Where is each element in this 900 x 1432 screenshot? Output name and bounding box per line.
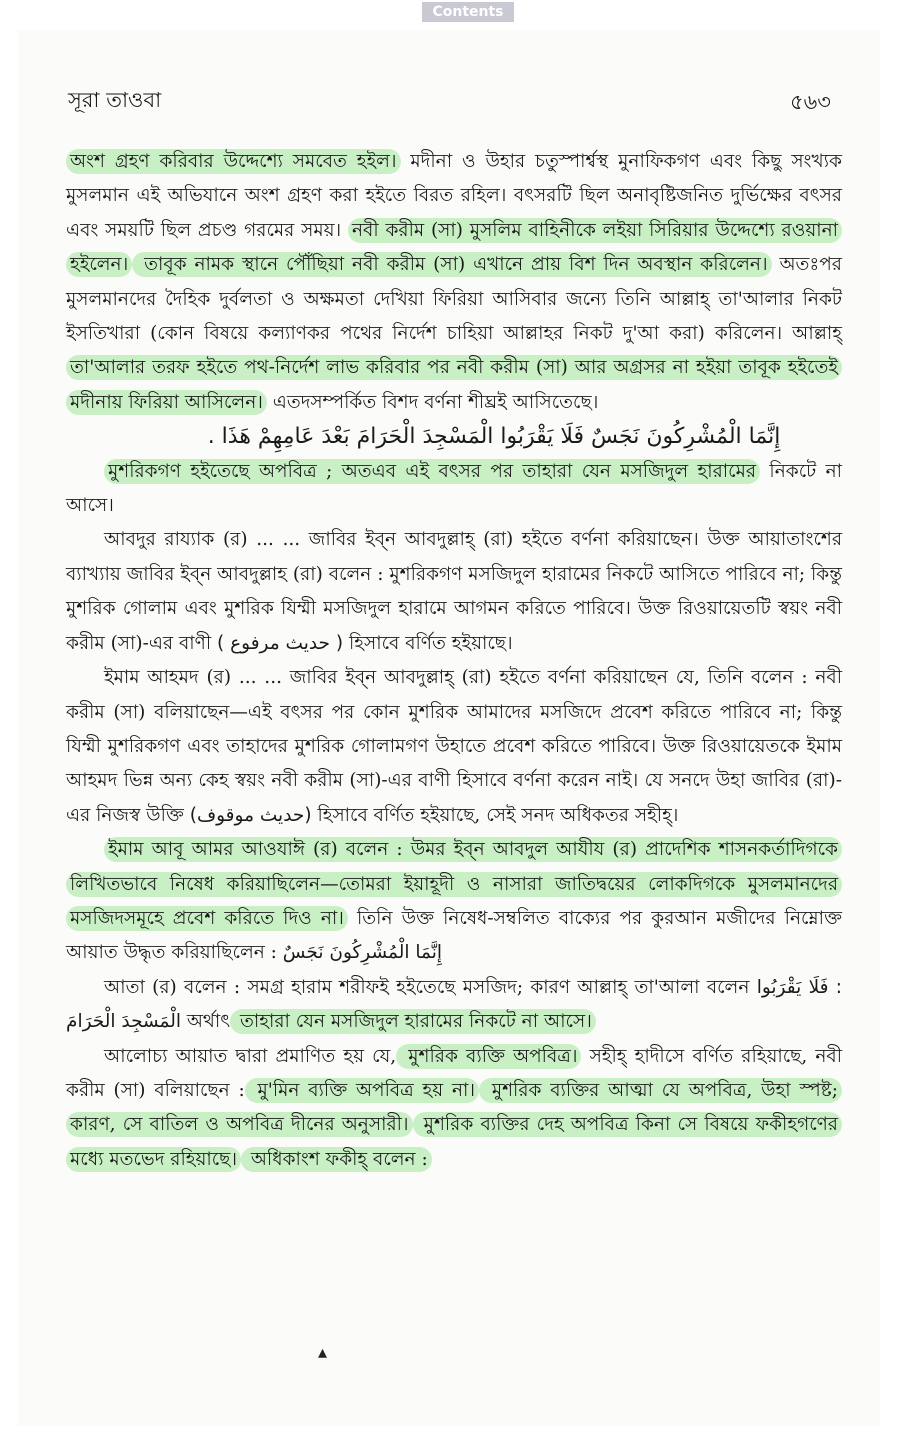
highlight[interactable]: তাহারা যেন মসজিদুল হারামের নিকটে না আসে। bbox=[230, 1009, 596, 1034]
text-run: হিসাবে বর্ণিত হইয়াছে। bbox=[349, 632, 513, 654]
text-run: আবদুর রায্যাক (র) ... ... জাবির ইব্ন আবদুল্লাহ্ (রা) হইতে বর্ণনা করিয়াছেন। উক্ত আয়াতাংশের ব্যাখ্যায় জাবির ইব্ন আবদুল্লাহ (রা) বলেন : মুশরিকগণ মসজিদুল হারামের নিকটে আসিতে পারিবে না; কিন্তু মুশরিক গোলাম এবং মুশরিক যিম্মী মসজিদুল হারামে আগমন করিতে পারিবে। উক্ত রিওয়ায়েতটি স্বয়ং নবী করীম (সা)-এর বাণী bbox=[66, 529, 842, 654]
paragraph-2 bbox=[66, 455, 842, 524]
paragraph-3 bbox=[66, 523, 842, 661]
text-run: সহীহ্ হাদীসে বর্ণিত রহিয়াছে, নবী করীম (সা) বলিয়াছেন : bbox=[66, 1045, 842, 1101]
highlight[interactable]: অংশ গ্রহণ করিবার উদ্দেশ্যে সমবেত হইল। bbox=[66, 149, 401, 174]
arabic-term: إِنَّمَا الْمُشْرِكُونَ نَجَسٌ bbox=[282, 942, 442, 964]
ink-mark-icon: ▴ bbox=[318, 1342, 328, 1363]
arabic-term: ( حديث مرفوع ) bbox=[217, 632, 344, 654]
highlight[interactable]: অধিকাংশ ফকীহ্ বলেন : bbox=[241, 1147, 432, 1172]
text-run: মদীনা ও উহার চতুস্পার্শ্বস্থ মুনাফিকগণ এবং কিছু সংখ্যক মুসলমান এই অভিযানে অংশ গ্রহণ করা হইতে বিরত রহিল। বৎসরটি ছিল অনাবৃষ্টিজনিত দুর্ভিক্ষের বৎসর এবং সময়টি ছিল প্রচণ্ড গরমের সময়। bbox=[66, 151, 842, 241]
text-run: নিকটে না আসে। bbox=[66, 460, 842, 517]
text-run: তিনি উক্ত নিষেধ-সম্বলিত বাক্যের পর কুরআন মজীদের নিম্নোক্ত আয়াত উদ্ধৃত করিয়াছিলেন : bbox=[66, 907, 842, 964]
highlight[interactable]: মু'মিন ব্যক্তি অপবিত্র হয় না। bbox=[245, 1078, 479, 1103]
page-number: ৫৬৩ bbox=[790, 90, 831, 114]
text-run: হিসাবে বর্ণিত হইয়াছে, সেই সনদ অধিকতর সহীহ্। bbox=[311, 804, 679, 826]
highlight[interactable]: মুশরিক ব্যক্তির আত্মা যে অপবিত্র, উহা স্পষ্ট; কারণ, সে বাতিল ও অপবিত্র দীনের অনুসারী। bbox=[66, 1078, 842, 1137]
chapter-title: সূরা তাওবা bbox=[68, 88, 162, 112]
paragraph-1 bbox=[66, 145, 842, 420]
arabic-term: : فَلَا يَقْرَبُوا الْمَسْجِدَ الْحَرَامَ bbox=[66, 976, 842, 1033]
text-run: অতঃপর মুসলমানদের দৈহিক দুর্বলতা ও অক্ষমতা দেখিয়া ফিরিয়া আসিবার জন্যে তিনি আল্লাহ্ তা'আলার নিকট ইসতিখারা (কোন বিষয়ে কল্যাণকর পথের নির্দেশ চাহিয়া আল্লাহর নিকট দু'আ করা) করিলেন। আল্লাহ্ bbox=[66, 254, 842, 345]
paragraph-5 bbox=[66, 833, 842, 971]
highlight[interactable]: নবী করীম (সা) মুসলিম বাহিনীকে লইয়া সিরিয়ার উদ্দেশ্যে রওয়ানা হইলেন। bbox=[66, 218, 842, 277]
highlight[interactable]: মুশরিক ব্যক্তির দেহ অপবিত্র কিনা সে বিষয়ে ফকীহগণের মধ্যে মতভেদ রহিয়াছে। bbox=[66, 1112, 842, 1171]
highlight[interactable]: ইমাম আবূ আমর আওযাঈ (র) বলেন : উমর ইব্ন আবদুল আযীয (র) প্রাদেশিক শাসনকর্তাদিগকে লিখিতভাবে নিষেধ করিয়াছিলেন—তোমরা ইয়াহূদী ও নাসারা জাতিদ্বয়ের লোকদিগকে মুসলমানদের মসজিদসমূহে প্রবেশ করিতে দিও না। bbox=[66, 837, 842, 931]
highlight[interactable]: তা'আলার তরফ হইতে পথ-নির্দেশ লাভ করিবার পর নবী করীম (সা) আর অগ্রসর না হইয়া তাবূক হইতেই মদীনায় ফিরিয়া আসিলেন। bbox=[66, 355, 842, 414]
contents-button[interactable]: Contents bbox=[422, 2, 514, 22]
highlight[interactable]: মুশরিকগণ হইতেছে অপবিত্র ; অতএব এই বৎসর পর তাহারা যেন মসজিদুল হারামের bbox=[104, 459, 760, 484]
arabic-term: (حديث موقوف) bbox=[189, 804, 312, 826]
paragraph-6 bbox=[66, 971, 842, 1040]
text-run: আতা (র) বলেন : সমগ্র হারাম শরীফই হইতেছে মসজিদ; কারণ আল্লাহ্ তা'আলা বলেন bbox=[104, 976, 750, 998]
text-run: ইমাম আহমদ (র) ... ... জাবির ইব্ন আবদুল্লাহ্ (রা) হইতে বর্ণনা করিয়াছেন যে, তিনি বলেন : নবী করীম (সা) বলিয়াছেন—এই বৎসর পর কোন মুশরিক আমাদের মসজিদে প্রবেশ করিতে পারিবে না; কিন্তু যিম্মী মুশরিকগণ এবং তাহাদের মুশরিক গোলামগণ উহাতে প্রবেশ করিতে পারিবে। উক্ত রিওয়ায়েতকে ইমাম আহমদ ভিন্ন অন্য কেহ স্বয়ং নবী করীম (সা)-এর বাণী হিসাবে বর্ণনা করেন নাই। যে সনদে উহা জাবির (রা)-এর নিজস্ব উক্তি bbox=[66, 667, 842, 826]
paragraph-7 bbox=[66, 1040, 842, 1178]
text-run: আলোচ্য আয়াত দ্বারা প্রমাণিত হয় যে, bbox=[104, 1045, 397, 1067]
paragraph-4 bbox=[66, 661, 842, 833]
arabic-verse: إِنَّمَا الْمُشْرِكُونَ نَجَسٌ فَلَا يَقْرَبُوا الْمَسْجِدَ الْحَرَامَ بَعْدَ عَامِهِمْ هَذَا . bbox=[207, 424, 781, 450]
text-run: এতদসম্পর্কিত বিশদ বর্ণনা শীঘ্রই আসিতেছে। bbox=[266, 391, 599, 413]
page-body bbox=[66, 145, 842, 1177]
highlight[interactable]: মুশরিক ব্যক্তি অপবিত্র। bbox=[396, 1044, 581, 1069]
text-run: অর্থাৎ bbox=[181, 1011, 231, 1033]
highlight[interactable]: তাবূক নামক স্থানে পৌঁছিয়া নবী করীম (সা) এখানে প্রায় বিশ দিন অবস্থান করিলেন। bbox=[132, 252, 771, 277]
